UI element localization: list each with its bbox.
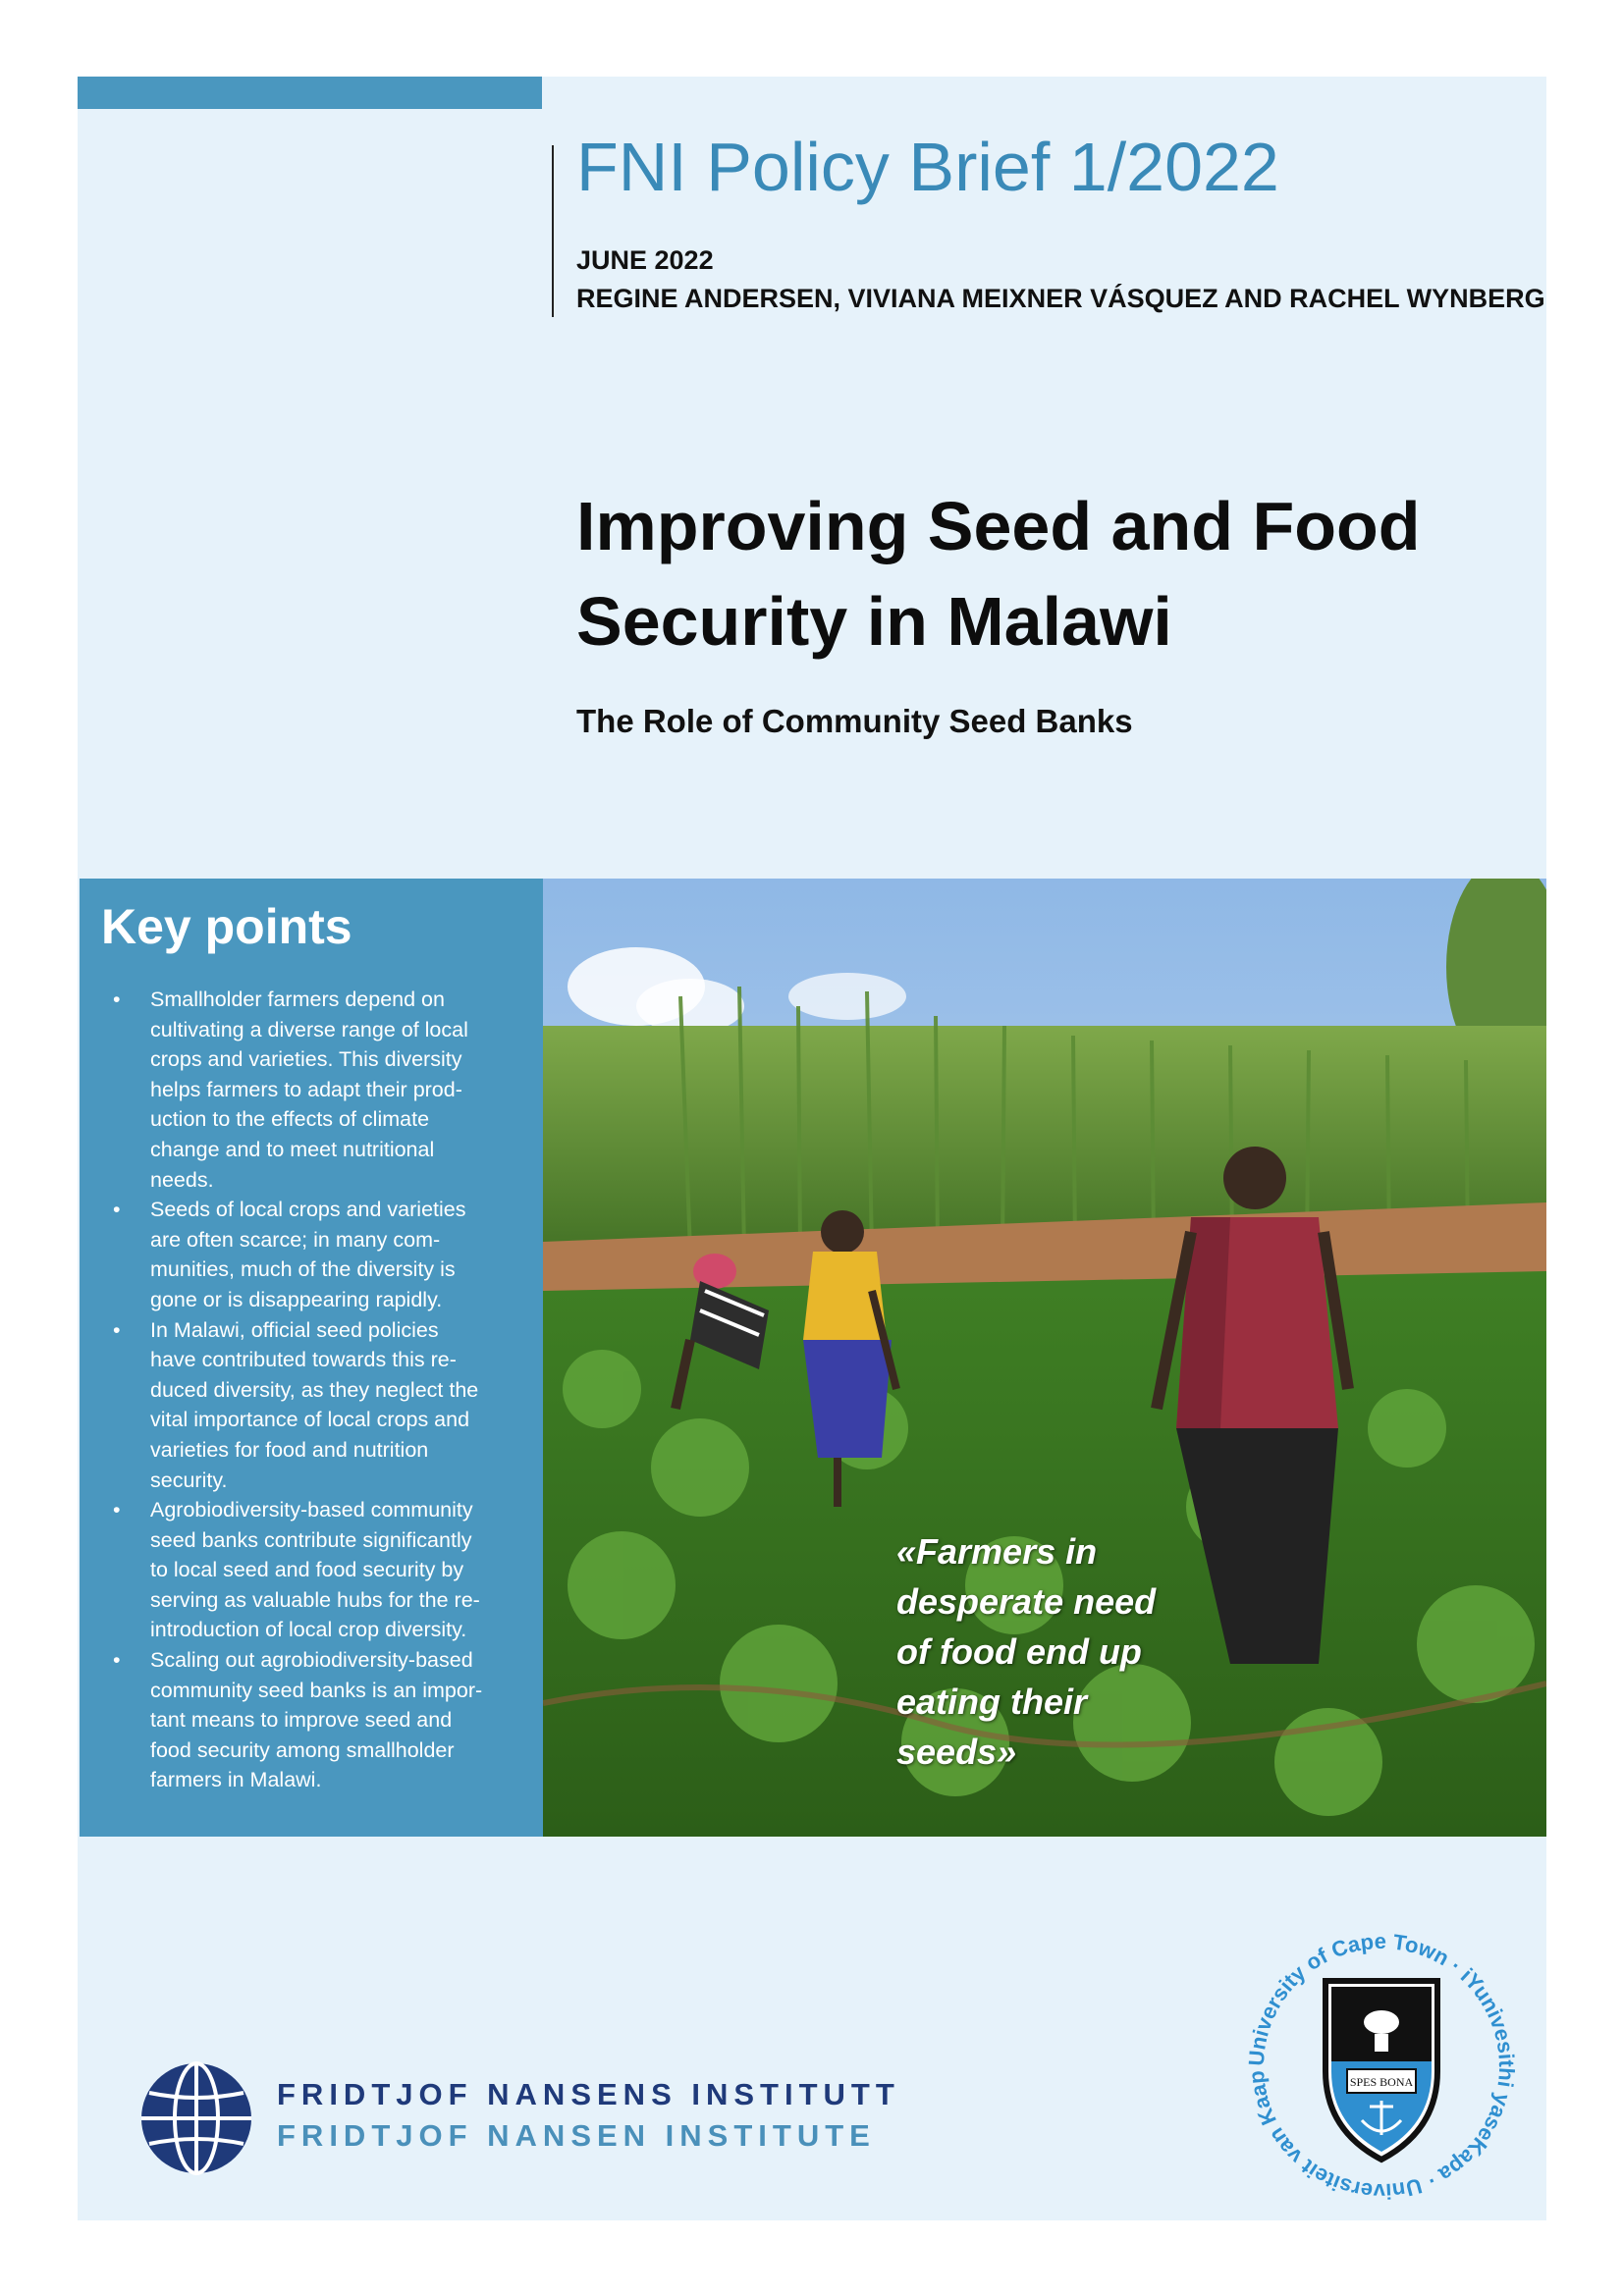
pull-quote [896, 1526, 1191, 1777]
key-point-line: tant means to improve seed and [150, 1708, 453, 1733]
key-point-line: duced diversity, as they neglect the [150, 1377, 479, 1402]
svg-text:University of Cape Town · iYun: University of Cape Town · iYunivesithi yaseKapa · Universiteit van Kaap [1243, 1928, 1520, 2205]
title-line-1: Improving Seed and Food [576, 488, 1421, 564]
header-rule [552, 145, 554, 317]
fni-name-norwegian: FRIDTJOF NANSENS INSTITUTT [277, 2077, 900, 2111]
cover-photo [543, 879, 1546, 1837]
globe-icon [137, 2059, 255, 2177]
quote-line: seeds» [896, 1732, 1017, 1772]
key-point-line: community seed banks is an impor- [150, 1678, 483, 1702]
key-point-line: to local seed and food security by [150, 1558, 464, 1582]
key-point-line: food security among smallholder [150, 1737, 455, 1762]
key-point-line: needs. [150, 1167, 214, 1192]
document-title [576, 479, 1460, 669]
uct-seal [1239, 1924, 1524, 2214]
quote-line: eating their [896, 1682, 1088, 1722]
key-point-line: uction to the effects of climate [150, 1107, 430, 1132]
document-subtitle: The Role of Community Seed Banks [576, 703, 1133, 739]
key-point-line: • Scaling out agrobiodiversity-based [150, 1648, 473, 1673]
quote-line: desperate need [896, 1581, 1157, 1622]
key-point-1 [99, 985, 531, 1195]
key-point-4 [99, 1495, 531, 1645]
key-point-line: security. [150, 1468, 228, 1492]
key-point-5 [99, 1645, 531, 1795]
series-title: FNI Policy Brief 1/2022 [576, 129, 1279, 205]
key-point-line: cultivating a diverse range of local [150, 1017, 468, 1041]
key-point-line: serving as valuable hubs for the re- [150, 1587, 480, 1612]
key-point-line: • Agrobiodiversity-based community [150, 1498, 473, 1522]
quote-line: of food end up [896, 1631, 1142, 1672]
key-points-list [99, 985, 531, 1795]
key-point-line: change and to meet nutritional [150, 1137, 435, 1161]
key-point-line: varieties for food and nutrition [150, 1437, 429, 1462]
key-point-3 [99, 1315, 531, 1496]
key-point-2 [99, 1195, 531, 1314]
authors: REGINE ANDERSEN, VIVIANA MEIXNER VÁSQUEZ AND RACHEL WYNBERG [576, 284, 1545, 313]
quote-line: «Farmers in [896, 1531, 1098, 1572]
key-point-line: farmers in Malawi. [150, 1768, 322, 1792]
svg-text:SPES BONA: SPES BONA [1349, 2075, 1414, 2089]
key-point-line: vital importance of local crops and [150, 1408, 470, 1432]
key-points-panel [80, 879, 543, 1837]
publication-date: JUNE 2022 [576, 245, 714, 275]
fni-name-english: FRIDTJOF NANSEN INSTITUTE [277, 2118, 876, 2153]
key-point-line: helps farmers to adapt their prod- [150, 1077, 462, 1101]
fni-globe-logo [137, 2059, 255, 2182]
key-point-line: gone or is disappearing rapidly. [150, 1287, 443, 1311]
key-point-line: crops and varieties. This diversity [150, 1047, 462, 1072]
key-point-line: introduction of local crop diversity. [150, 1618, 467, 1642]
accent-bar [78, 77, 542, 109]
key-point-line: • Seeds of local crops and varieties [150, 1198, 466, 1222]
key-points-heading: Key points [101, 899, 352, 954]
key-point-line: seed banks contribute significantly [150, 1527, 472, 1552]
uct-crest-icon [1239, 1924, 1524, 2209]
key-point-line: • Smallholder farmers depend on [150, 988, 445, 1011]
key-point-line: munities, much of the diversity is [150, 1257, 456, 1282]
key-point-line: have contributed towards this re- [150, 1348, 457, 1372]
key-point-line: • In Malawi, official seed policies [150, 1317, 439, 1342]
key-point-line: are often scarce; in many com- [150, 1227, 441, 1252]
title-line-2: Security in Malawi [576, 583, 1172, 660]
